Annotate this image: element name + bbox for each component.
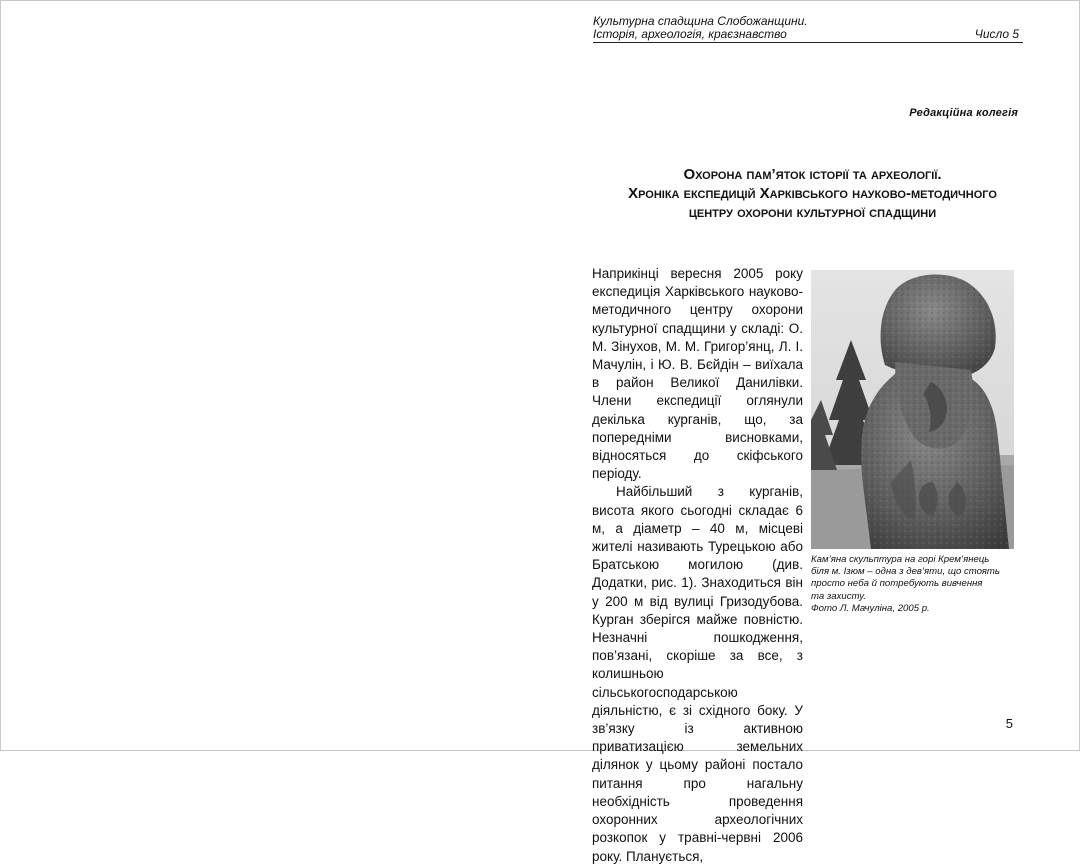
byline: Редакційна колегія <box>909 107 1018 119</box>
title-line: Охорона пам’яток історії та археології. <box>683 166 942 183</box>
running-head <box>593 15 1023 43</box>
photo-credit: Фото Л. Мачуліна, 2005 р. <box>811 602 930 614</box>
page-number: 5 <box>1005 716 1013 731</box>
right-page <box>540 0 1080 864</box>
running-head-issue: Число 5 <box>974 27 1019 41</box>
caption-line: та захисту. <box>811 590 867 602</box>
figure-caption <box>811 554 1014 615</box>
running-head-journal: Культурна спадщина Слобожанщини. <box>593 14 808 28</box>
body-paragraph: Наприкінці вересня 2005 року експедиція Харківського науково-методичного центру охорони культурної спадщини у складі: О. М. Зінухов, М. М. Григор’янц, Л. І. Мачулін, і Ю. В. Бєйдін – виїхала в район Великої Данилівки. Члени експедиції оглянули декілька курганів, що, за попередніми висновками, відносяться до скіфського періоду. <box>592 266 803 482</box>
article-body <box>592 265 803 866</box>
caption-line: Кам’яна скульптура на горі Крем’янець <box>811 554 990 565</box>
title-line: Хроніка експедицій Харківського науково-методичного <box>628 185 997 202</box>
body-paragraph: Найбільший з курганів, висота якого сьогодні складає 6 м, а діаметр – 40 м, місцеві жителі називають Турецькою або Братською могилою (див. Додатки, рис. 1). Знаходиться він у 200 м від вулиці Гризодубова. Курган зберігся майже повністю. Незначні пошкодження, пов’язані, скоріше за все, з колишньою сільськогосподарською діяльністю, є зі східного боку. У зв’язку із активною приватизацією земельних ділянок у цьому районі постало питання про нагальну необхідність проведення охоронних археологічних розкопок у травні-червні 2006 року. Планується, <box>592 484 803 864</box>
title-line: центру охорони культурної спадщини <box>688 204 937 221</box>
figure <box>811 270 1014 615</box>
article-title <box>600 165 1025 222</box>
running-head-subtitle: Історія, археологія, краєзнавство <box>593 27 787 41</box>
caption-line: біля м. Ізюм – одна з дев’яти, що стоять <box>811 566 1000 578</box>
caption-line: просто неба й потребують вивчення <box>811 578 983 590</box>
stone-sculpture-photo <box>811 270 1014 549</box>
